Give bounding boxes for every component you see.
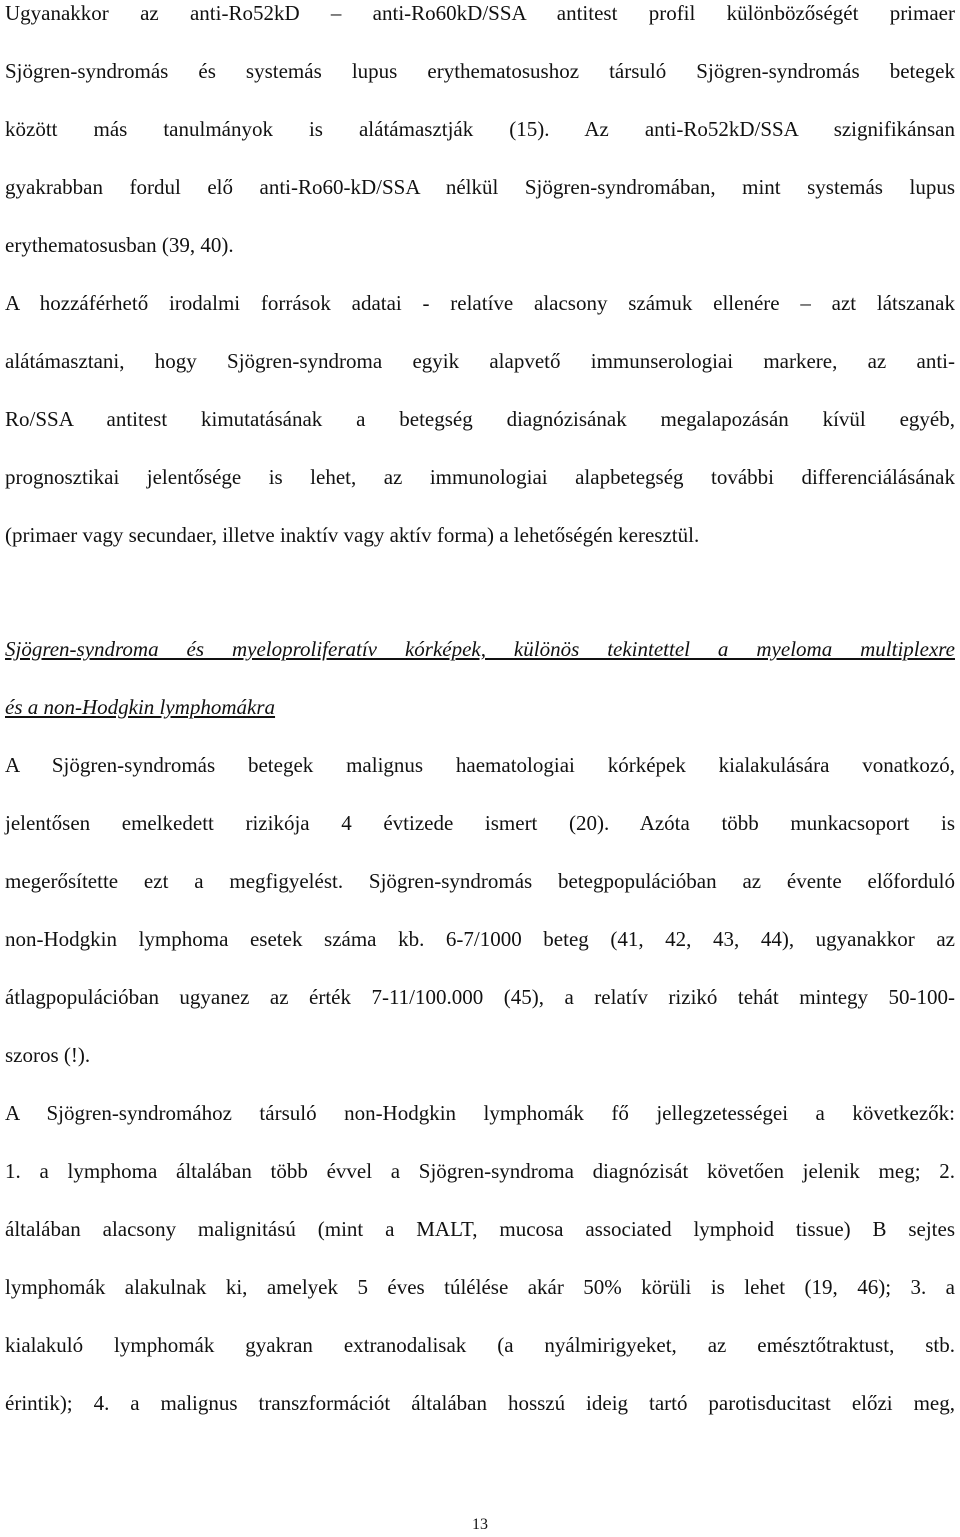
text-line: 1. a lymphoma általában több évvel a Sjögren-syndroma diagnózisát követően jelenik meg; 2. xyxy=(5,1159,955,1183)
text-line: non-Hodgkin lymphoma esetek száma kb. 6-7/1000 beteg (41, 42, 43, 44), ugyanakkor az xyxy=(5,927,955,951)
text-line: Sjögren-syndromás és systemás lupus erythematosushoz társuló Sjögren-syndromás betegek xyxy=(5,59,955,83)
text-line: kialakuló lymphomák gyakran extranodalisak (a nyálmirigyeket, az emésztőtraktust, stb. xyxy=(5,1333,955,1357)
text-line: megerősítette ezt a megfigyelést. Sjögren-syndromás betegpopulációban az évente előforduló xyxy=(5,869,955,893)
text-line: A Sjögren-syndromás betegek malignus haematologiai kórképek kialakulására vonatkozó, xyxy=(5,753,955,777)
text-line: általában alacsony malignitású (mint a MALT, mucosa associated lymphoid tissue) B sejtes xyxy=(5,1217,955,1241)
paragraph-lymphoma-features xyxy=(5,1096,955,1444)
heading-line: és a non-Hodgkin lymphomákra xyxy=(5,695,276,719)
text-line: között más tanulmányok is alátámasztják (15). Az anti-Ro52kD/SSA szignifikánsan xyxy=(5,117,955,141)
text-line: gyakrabban fordul elő anti-Ro60-kD/SSA nélkül Sjögren-syndromában, mint systemás lupus xyxy=(5,175,955,199)
text-line: prognosztikai jelentősége is lehet, az immunologiai alapbetegség további differenciálásának xyxy=(5,465,955,489)
text-line: A Sjögren-syndromához társuló non-Hodgkin lymphomák fő jellegzetességei a következők: xyxy=(5,1101,955,1125)
text-line: A hozzáférhető irodalmi források adatai - relatíve alacsony számuk ellenére – azt látszanak xyxy=(5,291,955,315)
text-line: szoros (!). xyxy=(5,1043,91,1067)
paragraph-anti-ro-profile xyxy=(5,0,955,286)
text-line: (primaer vagy secundaer, illetve inaktív vagy aktív forma) a lehetőségén keresztül. xyxy=(5,523,700,547)
section-heading xyxy=(5,632,955,748)
text-line: Ugyanakkor az anti-Ro52kD – anti-Ro60kD/SSA antitest profil különbözőségét primaer xyxy=(5,1,955,25)
paragraph-lymphoma-risk xyxy=(5,748,955,1096)
text-line: átlagpopulációban ugyanez az érték 7-11/100.000 (45), a relatív rizikó tehát mintegy 50-100- xyxy=(5,985,955,1009)
page-number: 13 xyxy=(472,1516,488,1533)
text-line: érintik); 4. a malignus transzformációt általában hosszú ideig tartó parotisducitast előzi meg, xyxy=(5,1391,955,1415)
text-line: alátámasztani, hogy Sjögren-syndroma egyik alapvető immunserologiai markere, az anti- xyxy=(5,349,955,373)
paragraph-literature-summary xyxy=(5,286,955,576)
text-line: jelentősen emelkedett rizikója 4 évtizede ismert (20). Azóta több munkacsoport is xyxy=(5,811,955,835)
heading-line: Sjögren-syndroma és myeloproliferatív kórképek, különös tekintettel a myeloma multiplexre xyxy=(5,637,955,661)
text-line: Ro/SSA antitest kimutatásának a betegség diagnózisának megalapozásán kívül egyéb, xyxy=(5,407,955,431)
text-line: lymphomák alakulnak ki, amelyek 5 éves túlélése akár 50% körüli is lehet (19, 46); 3. a xyxy=(5,1275,955,1299)
text-line: erythematosusban (39, 40). xyxy=(5,233,234,257)
